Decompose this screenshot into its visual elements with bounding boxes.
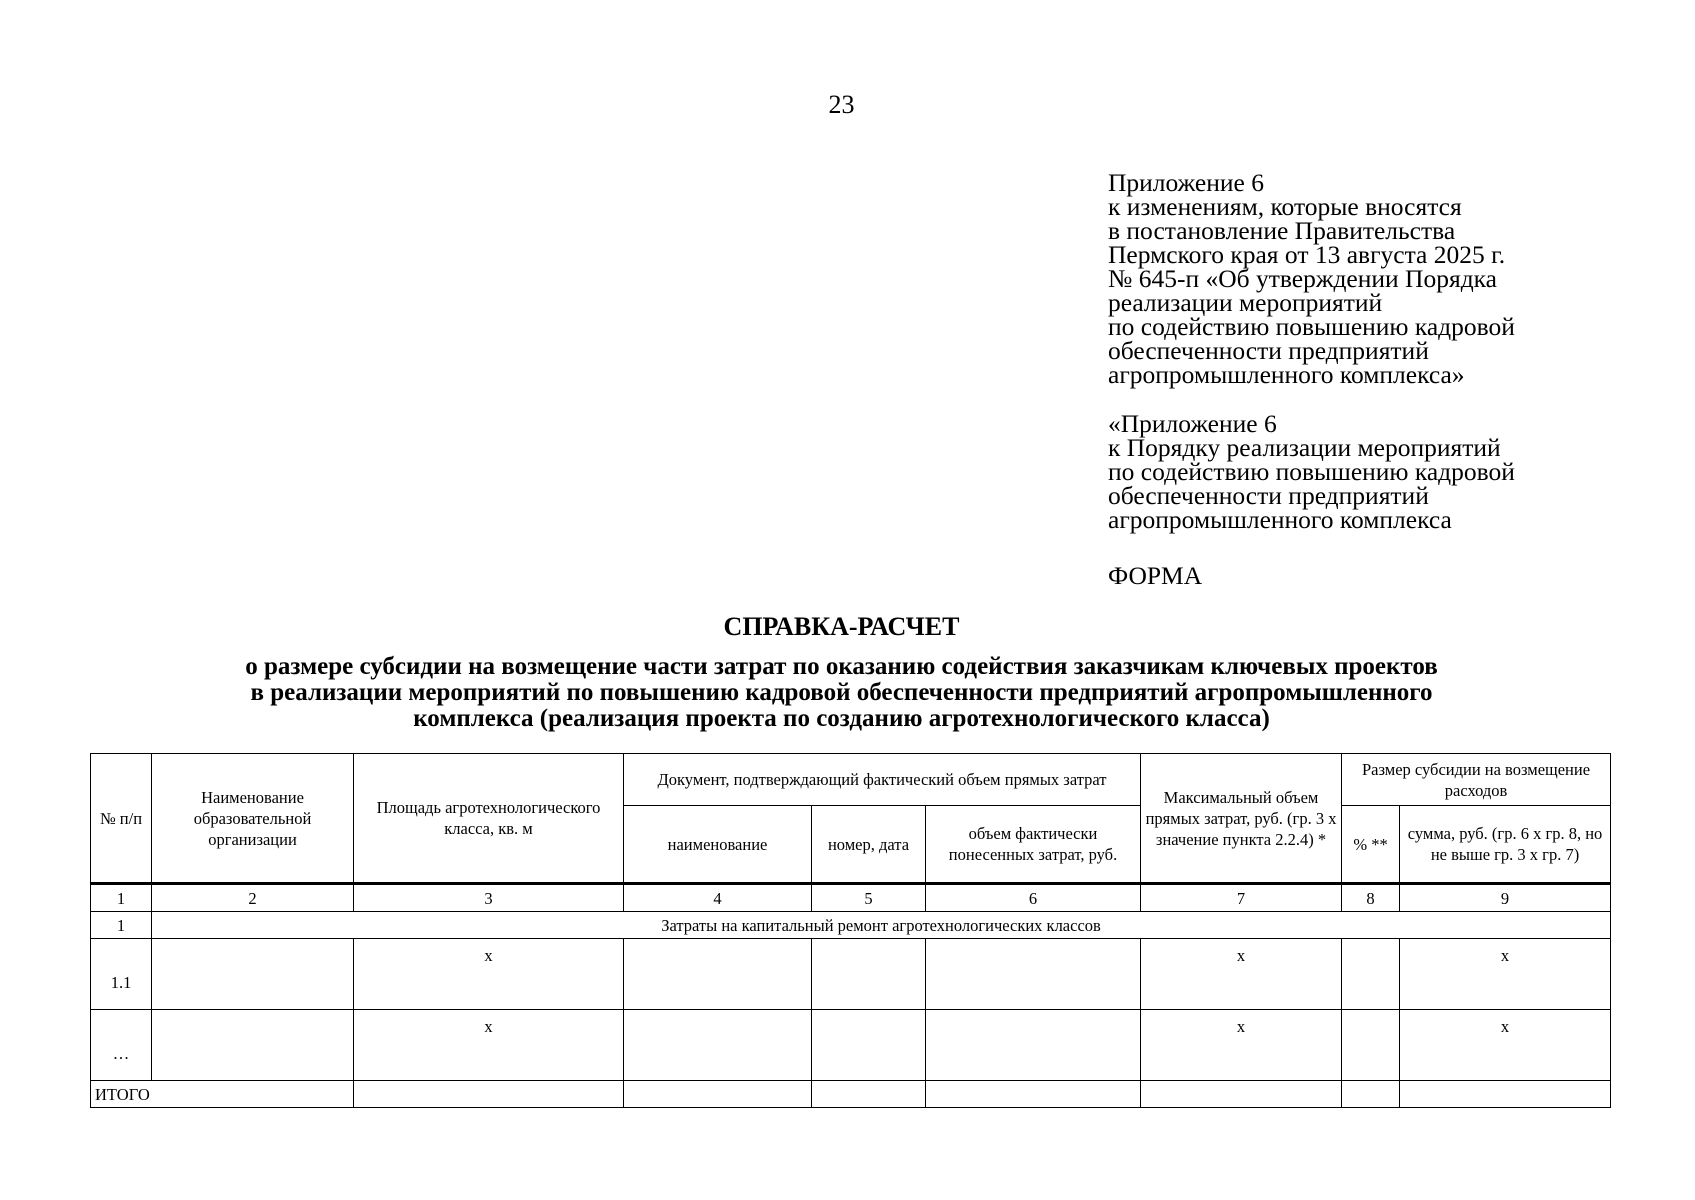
column-number: 1 (91, 884, 152, 912)
column-number: 4 (624, 884, 812, 912)
appendix-line: по содействию повышению кадровой (1108, 312, 1515, 341)
header-document-amount: объем фактически понесенных затрат, руб. (926, 806, 1141, 884)
total-row (91, 1081, 1611, 1108)
section-label: Затраты на капитальный ремонт агротехнологических классов (152, 912, 1611, 939)
appendix-line: агропромышленного комплекса» (1108, 360, 1465, 389)
header-document-number: номер, дата (812, 806, 926, 884)
appendix-line: агропромышленного комплекса (1108, 505, 1452, 534)
cell-document-amount (926, 939, 1141, 1010)
column-number: 3 (354, 884, 624, 912)
appendix-line: в постановление Правительства (1108, 216, 1456, 245)
cell-sum: x (1400, 1010, 1611, 1081)
cell-area: x (354, 1010, 624, 1081)
form-label: ФОРМА (1108, 561, 1203, 590)
header-area: Площадь агротехнологического класса, кв. м (354, 754, 624, 884)
row-number: 1.1 (91, 939, 152, 1010)
cell-percent (1342, 1010, 1400, 1081)
cell-document-amount (926, 1010, 1141, 1081)
cell-document-amount (926, 1081, 1141, 1108)
cell-sum: x (1400, 939, 1611, 1010)
document-title: СПРАВКА-РАСЧЕТ (723, 612, 960, 641)
header-number: № п/п (91, 754, 152, 884)
appendix-line: «Приложение 6 (1108, 409, 1277, 438)
column-number-row (91, 884, 1611, 912)
table-row (91, 939, 1611, 1010)
row-number: … (91, 1010, 152, 1081)
header-document-name: наименование (624, 806, 812, 884)
appendix-line: к Порядку реализации мероприятий (1108, 433, 1501, 462)
appendix-note (1108, 168, 1515, 590)
cell-max-costs: x (1141, 939, 1342, 1010)
appendix-line: к изменениям, которые вносятся (1108, 192, 1462, 221)
cell-document-number (812, 1081, 926, 1108)
cell-document-number (812, 939, 926, 1010)
cell-area: x (354, 939, 624, 1010)
page-number: 23 (828, 90, 855, 119)
section-row (91, 912, 1611, 939)
appendix-line: Приложение 6 (1108, 168, 1264, 197)
column-number: 2 (152, 884, 354, 912)
subtitle-line: в реализации мероприятий по повышению кадровой обеспеченности предприятий агропромышленного (250, 679, 1433, 706)
appendix-line: № 645-п «Об утверждении Порядка (1108, 264, 1497, 293)
appendix-line: обеспеченности предприятий (1108, 481, 1429, 510)
appendix-block-1 (1108, 168, 1515, 389)
cell-document-name (624, 939, 812, 1010)
cell-document-name (624, 1081, 812, 1108)
column-number: 7 (1141, 884, 1342, 912)
cell-percent (1342, 1081, 1400, 1108)
cell-percent (1342, 939, 1400, 1010)
cell-organization (152, 1010, 354, 1081)
cell-document-name (624, 1010, 812, 1081)
column-number: 6 (926, 884, 1141, 912)
cell-organization (152, 939, 354, 1010)
appendix-line: Пермского края от 13 августа 2025 г. (1108, 240, 1506, 269)
appendix-block-2 (1108, 409, 1515, 534)
cell-max-costs: x (1141, 1010, 1342, 1081)
header-organization: Наименование образовательной организации (152, 754, 354, 884)
column-number: 8 (1342, 884, 1400, 912)
appendix-line: реализации мероприятий (1108, 288, 1383, 317)
column-number: 5 (812, 884, 926, 912)
table-row (91, 1010, 1611, 1081)
document-subtitle (0, 654, 1683, 732)
appendix-line: по содействию повышению кадровой (1108, 457, 1515, 486)
cell-document-number (812, 1010, 926, 1081)
appendix-line: обеспеченности предприятий (1108, 336, 1429, 365)
section-number: 1 (91, 912, 152, 939)
header-sum: сумма, руб. (гр. 6 x гр. 8, но не выше гр. 3 x гр. 7) (1400, 806, 1611, 884)
calculation-table (90, 753, 1611, 1108)
total-label: ИТОГО (91, 1081, 354, 1108)
column-number: 9 (1400, 884, 1611, 912)
header-max-costs: Максимальный объем прямых затрат, руб. (гр. 3 x значение пункта 2.2.4) * (1141, 754, 1342, 884)
cell-area (354, 1081, 624, 1108)
subtitle-line: комплекса (реализация проекта по созданию агротехнологического класса) (413, 705, 1270, 732)
cell-max-costs (1141, 1081, 1342, 1108)
header-document-group: Документ, подтверждающий фактический объем прямых затрат (624, 754, 1141, 806)
header-subsidy-group: Размер субсидии на возмещение расходов (1342, 754, 1611, 806)
subtitle-line: о размере субсидии на возмещение части затрат по оказанию содействия заказчикам ключевых проектов (245, 653, 1438, 680)
cell-sum (1400, 1081, 1611, 1108)
header-percent: % ** (1342, 806, 1400, 884)
